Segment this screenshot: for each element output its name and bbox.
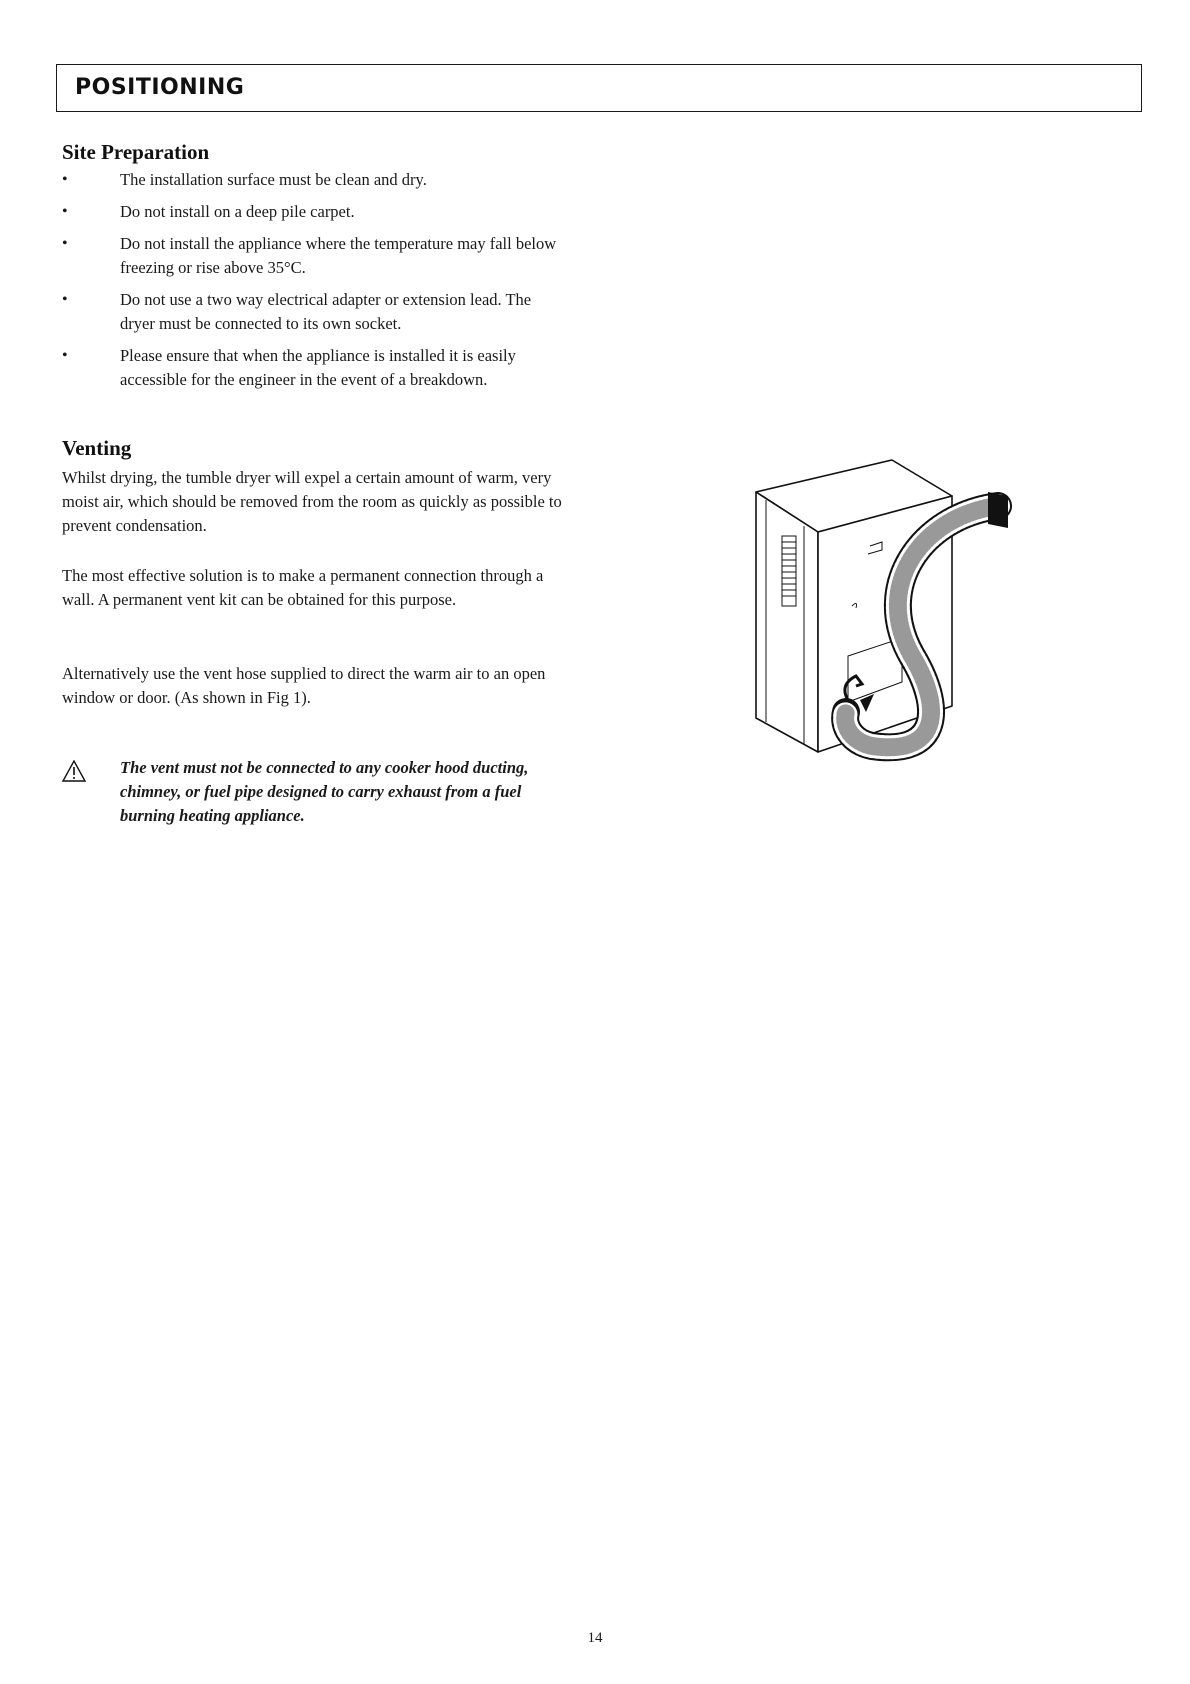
venting-paragraph: Alternatively use the vent hose supplied to direct the warm air to an open window or door. (As shown in Fig 1). (62, 664, 546, 707)
list-item (62, 344, 562, 392)
list-item (62, 168, 562, 192)
page-number: 14 (587, 1630, 603, 1646)
bullet-icon: • (62, 203, 68, 220)
site-preparation-list (62, 168, 562, 400)
section-title: POSITIONING (75, 75, 245, 100)
tumble-dryer-vent-hose-illustration (752, 456, 1022, 796)
list-item-text: Do not install on a deep pile carpet. (120, 202, 355, 221)
list-item-text: Do not install the appliance where the temperature may fall below freezing or rise above 35°C. (120, 234, 557, 277)
section-header (56, 64, 1142, 112)
list-item (62, 232, 562, 280)
list-item-text: Do not use a two way electrical adapter or extension lead. The dryer must be connected to its own socket. (120, 290, 532, 333)
bullet-icon: • (62, 291, 68, 308)
list-item-text: Please ensure that when the appliance is installed it is easily accessible for the engineer in the event of a breakdown. (120, 346, 516, 389)
venting-warning: The vent must not be connected to any cooker hood ducting, chimney, or fuel pipe designed to carry exhaust from a fuel burning heating appliance. (120, 758, 529, 825)
list-item-text: The installation surface must be clean and dry. (120, 170, 427, 189)
bullet-icon: • (62, 171, 68, 188)
venting-paragraph: The most effective solution is to make a permanent connection through a wall. A permanent vent kit can be obtained for this purpose. (62, 566, 544, 609)
warning-triangle-icon (62, 760, 86, 782)
list-item (62, 288, 562, 336)
site-preparation-heading: Site Preparation (62, 140, 210, 164)
venting-heading: Venting (62, 436, 132, 460)
list-item (62, 200, 562, 224)
bullet-icon: • (62, 347, 68, 364)
bullet-icon: • (62, 235, 68, 252)
venting-paragraph: Whilst drying, the tumble dryer will expel a certain amount of warm, very moist air, which should be removed from the room as quickly as possible to prevent condensation. (62, 468, 562, 535)
